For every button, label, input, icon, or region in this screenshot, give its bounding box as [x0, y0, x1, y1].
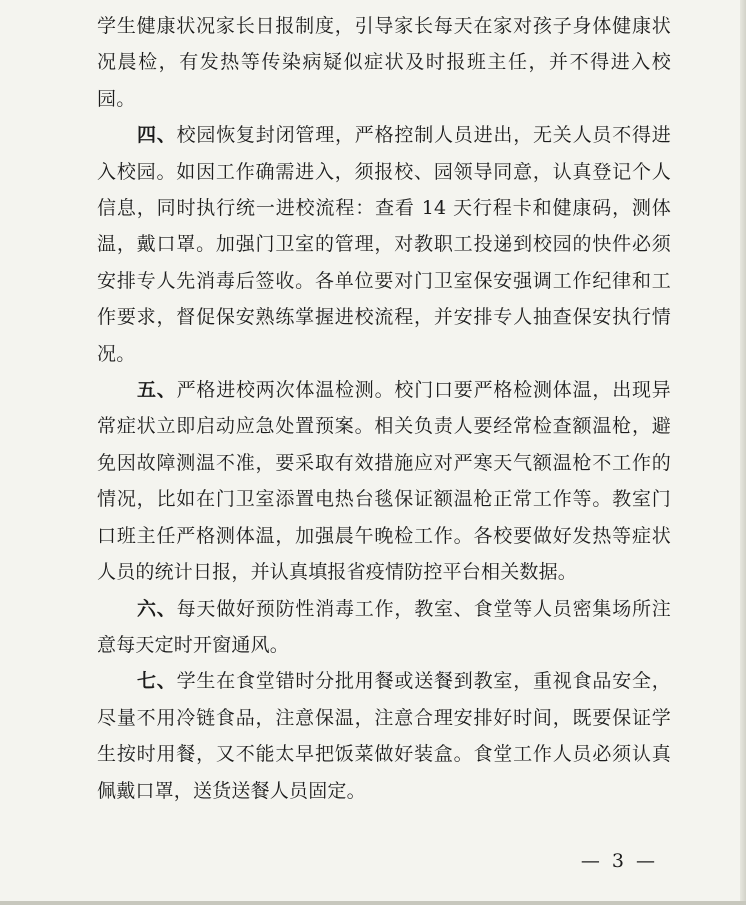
page-bottom-border [0, 901, 746, 905]
paragraph-text: 校园恢复封闭管理，严格控制人员进出，无关人员不得进入校园。如因工作确需进入，须报校、园领导同意，认真登记个人信息，同时执行统一进校流程：查看 14 天行程卡和健康码，测体温，戴口罩。加强门卫室的管理，对教职工投递到校园的快件必须安排专人先消毒后签收。各单位要对门卫室保安强调工作纪律和工作要求，督促保安熟练掌握进校流程，并安排专人抽查保安执行情况。 [97, 124, 671, 365]
paragraph-continued [97, 8, 671, 117]
page-number: — 3 — [580, 850, 658, 872]
section-number: 五、 [137, 379, 177, 402]
paragraph-section-6 [97, 591, 671, 664]
paragraph-text: 每天做好预防性消毒工作，教室、食堂等人员密集场所注意每天定时开窗通风。 [97, 597, 671, 656]
paragraph-text: 严格进校两次体温检测。校门口要严格检测体温，出现异常症状立即启动应急处置预案。相关负责人要经常检查额温枪，避免因故障测温不准，要采取有效措施应对严寒天气额温枪不工作的情况，比如在门卫室添置电热台毯保证额温枪正常工作等。教室门口班主任严格测体温，加强晨午晚检工作。各校要做好发热等症状人员的统计日报，并认真填报省疫情防控平台相关数据。 [97, 379, 671, 584]
section-number: 四、 [137, 124, 177, 147]
document-body [97, 8, 671, 809]
section-number: 七、 [137, 670, 177, 693]
paragraph-text: 学生健康状况家长日报制度，引导家长每天在家对孩子身体健康状况晨检，有发热等传染病疑似症状及时报班主任，并不得进入校园。 [97, 15, 671, 110]
paragraph-section-5 [97, 372, 671, 590]
section-number: 六、 [137, 597, 177, 620]
paragraph-text: 学生在食堂错时分批用餐或送餐到教室，重视食品安全，尽量不用冷链食品，注意保温，注意合理安排好时间，既要保证学生按时用餐，又不能太早把饭菜做好装盒。食堂工作人员必须认真佩戴口罩，送货送餐人员固定。 [97, 670, 671, 802]
paragraph-section-7 [97, 663, 671, 809]
paragraph-section-4 [97, 117, 671, 372]
page-edge-shadow [740, 0, 746, 905]
